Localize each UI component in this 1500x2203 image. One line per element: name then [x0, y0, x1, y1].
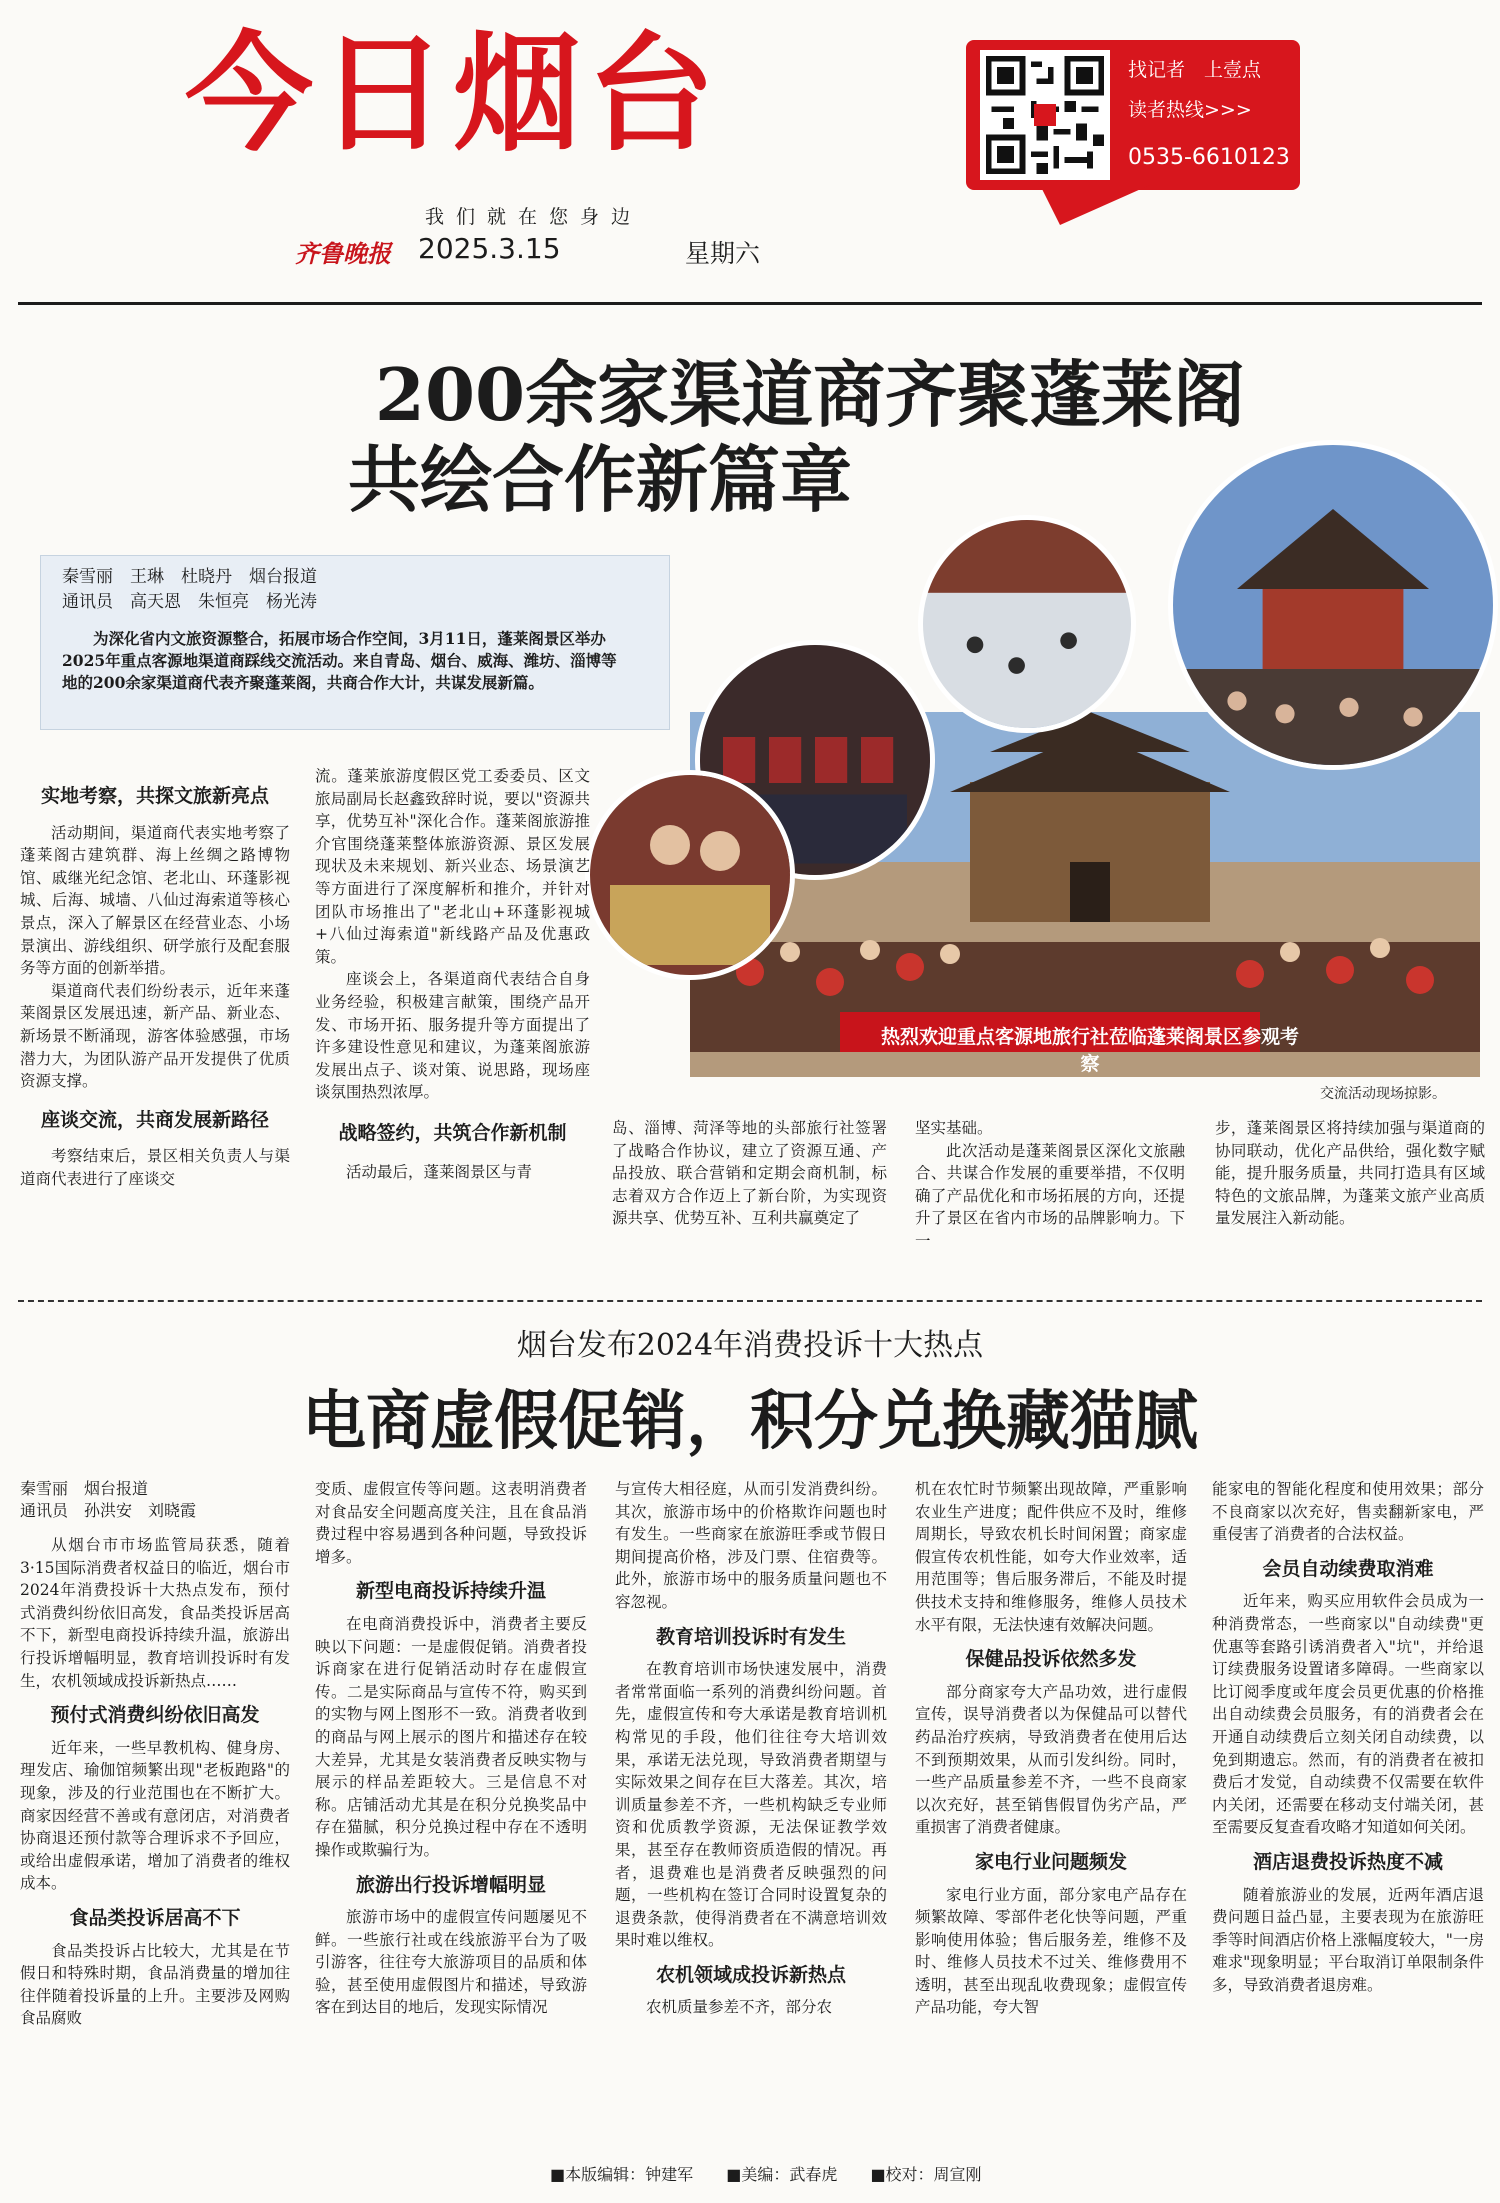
credit-editor: ■本版编辑：钟建军: [550, 2165, 694, 2184]
story2-column-3: [615, 1478, 887, 2019]
story1-headline-line2: 共绘合作新篇章: [347, 437, 852, 522]
paragraph: 此次活动是蓬莱阁景区深化文旅融合、共谋合作发展的重要举措，不仅明确了产品优化和市场拓展的方向，还提升了景区在省内市场的品牌影响力。下一: [915, 1141, 1185, 1250]
paragraph: 随着旅游业的发展，近两年酒店退费问题日益凸显，主要表现为在旅游旺季等时间酒店价格上涨幅度较大，"一房难求"现象明显；平台取消订单限制条件多，导致消费者退房难。: [1212, 1885, 1484, 1994]
paragraph: 活动期间，渠道商代表实地考察了蓬莱阁古建筑群、海上丝绸之路博物馆、戚继光纪念馆、老北山、环蓬影视城、后海、城墙、八仙过海索道等核心景点，深入了解景区在经营业态、小场景演出、游线组织、研学旅行及配套服务等方面的创新举措。: [20, 823, 290, 978]
credit-designer: ■美编：武春虎: [726, 2165, 838, 2184]
paragraph: 家电行业方面，部分家电产品存在频繁故障、零部件老化快等问题，严重影响使用体验；售后服务差，维修不及时、维修人员技术不过关、维修费用不透明，甚至出现乱收费现象；虚假宣传产品功能，夸大智: [915, 1885, 1187, 2017]
story2-byline-reporters: 秦雪丽 烟台报道: [20, 1479, 149, 1498]
story1-lede: 为深化省内文旅资源整合，拓展市场合作空间，3月11日，蓬莱阁景区举办2025年重点客源地渠道商踩线交流活动。来自青岛、烟台、威海、潍坊、淄博等地的200余家渠道商代表齐聚蓬莱阁，共商合作大计，共谋发展新篇。: [62, 629, 617, 692]
promo-line-hotline-label: 读者热线>>>: [1128, 99, 1252, 121]
subheading: 酒店退费投诉热度不减: [1252, 1850, 1443, 1873]
paragraph: 农机质量参差不齐，部分农: [646, 1998, 833, 2017]
subheading: 食品类投诉居高不下: [69, 1906, 241, 1929]
story1-column-1: [20, 785, 290, 1191]
paragraph: 在电商消费投诉中，消费者主要反映以下问题：一是虚假促销。消费者投诉商家在进行促销活动时存在虚假宣传。二是实际商品与宣传不符，购买到的实物与网上图形不一致。消费者收到的商品与网上展示的图片和描述存在较大差异，尤其是女装消费者反映实物与展示的样品差距较大。三是信息不对称。店铺活动尤其是在积分兑换奖品中存在猫腻，积分兑换过程中存在不透明操作或欺骗行为。: [315, 1614, 587, 1859]
masthead-title: 今日烟台: [185, 20, 722, 169]
paragraph: 旅游市场中的虚假宣传问题屡见不鲜。一些旅行社或在线旅游平台为了吸引游客，往往夸大旅游项目的品质和体验，甚至使用虚假图片和描述，导致游客在到达目的地后，发现实际情况: [315, 1908, 587, 2017]
section-divider: [18, 1300, 1482, 1302]
paragraph: 变质、虚假宣传等问题。这表明消费者对食品安全问题高度关注，且在食品消费过程中容易遇到各种问题，导致投诉增多。: [315, 1480, 587, 1566]
paragraph: 步，蓬莱阁景区将持续加强与渠道商的协同联动，优化产品供给，强化数字赋能，提升服务质量，共同打造具有区域特色的文旅品牌，为蓬莱文旅产业高质量发展注入新动能。: [1215, 1119, 1485, 1228]
paragraph: 近年来，一些早教机构、健身房、理发店、瑜伽馆频繁出现"老板跑路"的现象，涉及的行业范围也在不断扩大。商家因经营不善或有意闭店，对消费者协商退还预付款等合理诉求不予回应，或给出虚假承诺，增加了消费者的维权成本。: [20, 1738, 290, 1893]
paragraph: 与宣传大相径庭，从而引发消费纠纷。其次，旅游市场中的价格欺诈问题也时有发生。一些商家在旅游旺季或节假日期间提高价格，涉及门票、住宿费等。此外，旅游市场中的服务质量问题也不容忽视。: [615, 1480, 887, 1611]
paragraph: 活动最后，蓬莱阁景区与青: [346, 1162, 533, 1181]
masthead-slogan: 我们就在您身边: [425, 206, 643, 228]
story1-headline-line1: 200余家渠道商齐聚蓬莱阁: [374, 352, 1246, 437]
story2-column-4: [915, 1478, 1187, 2019]
subheading: 农机领域成投诉新热点: [655, 1963, 846, 1986]
welcome-banner: 热烈欢迎重点客源地旅行社莅临蓬莱阁景区参观考察: [880, 1026, 1299, 1075]
issue-weekday: 星期六: [685, 239, 761, 268]
paragraph: 从烟台市市场监管局获悉，随着3·15国际消费者权益日的临近，烟台市2024年消费投诉十大热点发布，预付式消费纠纷依旧高发，食品类投诉居高不下，新型电商投诉持续升温，旅游出行投诉增幅明显，教育培训投诉时有发生，农机领域成投诉新热点……: [20, 1536, 290, 1690]
snow-square-photo: [918, 515, 1136, 733]
story2-column-1: [20, 1478, 290, 2030]
credit-proofreader: ■校对：周宣刚: [870, 2165, 982, 2184]
paragraph: 考察结束后，景区相关负责人与渠道商代表进行了座谈交: [20, 1147, 290, 1188]
story2-column-2: [315, 1478, 587, 2019]
qr-code-icon[interactable]: [980, 50, 1110, 180]
issue-date: 2025.3.15: [418, 232, 561, 265]
subheading: 战略签约，共筑合作新机制: [338, 1121, 567, 1144]
subheading: 预付式消费纠纷依旧高发: [50, 1704, 260, 1727]
story2-column-5: [1212, 1478, 1484, 1996]
paragraph: 流。蓬莱旅游度假区党工委委员、区文旅局副局长赵鑫致辞时说，要以"资源共享，优势互补"深化合作。蓬莱阁旅游推介官围绕蓬莱整体旅游资源、景区发展现状及未来规划、新兴业态、场景演艺等方面进行了深度解析和推介，并针对团队市场推出了"老北山+环蓬影视城+八仙过海索道"新线路产品及优惠政策。: [315, 767, 590, 966]
photo-caption: 交流活动现场掠影。: [1320, 1086, 1446, 1102]
promo-phone-number[interactable]: 0535-6610123: [1128, 145, 1290, 170]
story2-byline-correspondents: 通讯员 孙洪安 刘晓霞: [20, 1501, 197, 1520]
subheading: 教育培训投诉时有发生: [655, 1625, 846, 1648]
subheading: 旅游出行投诉增幅明显: [355, 1873, 546, 1896]
story2-kicker: 烟台发布2024年消费投诉十大热点: [516, 1328, 984, 1363]
paragraph: 食品类投诉占比较大，尤其是在节假日和特殊时期，食品消费量的增加往往伴随着投诉量的上升。主要涉及网购食品腐败: [20, 1941, 290, 2028]
story1-byline-correspondents: 通讯员 高天恩 朱恒亮 杨光涛: [62, 592, 317, 612]
story1-column-3: [612, 1117, 887, 1230]
paragraph: 渠道商代表们纷纷表示，近年来蓬莱阁景区发展迅速，新产品、新业态、新场景不断涌现，游客体验感强，市场潜力大，为团队游产品开发提供了优质资源支撑。: [20, 981, 290, 1091]
paragraph: 机在农忙时节频繁出现故障，严重影响农业生产进度；配件供应不及时，维修周期长，导致农机长时间闲置；商家虚假宣传农机性能，如夸大作业效率，适用范围等；售后服务滞后，不能及时提供技术支持和维修服务，维修人员技术水平有限，无法快速有效解决问题。: [915, 1480, 1187, 1634]
speech-bubble-tail: [1040, 185, 1150, 225]
subheading: 保健品投诉依然多发: [965, 1648, 1137, 1671]
story1-column-2: [315, 765, 590, 1183]
subheading: 家电行业问题频发: [974, 1850, 1127, 1873]
pavilion-photo: [1168, 440, 1498, 770]
subheading: 实地考察，共探文旅新亮点: [40, 785, 269, 807]
paragraph: 坚实基础。: [915, 1119, 993, 1137]
promo-line-find-reporter: 找记者 上壹点: [1128, 59, 1262, 81]
paragraph: 在教育培训市场快速发展中，消费者常常面临一系列的消费纠纷问题。首先，虚假宣传和夸大承诺是教育培训机构常见的手段，他们往往夸大培训效果，承诺无法兑现，导致消费者期望与实际效果之间存在巨大落差。其次，培训质量参差不齐，一些机构缺乏专业师资和优质教学资源，无法保证教学效果，甚至存在教师资质造假的情况。再者，退费难也是消费者反映强烈的问题，一些机构在签订合同时设置复杂的退费条款，使得消费者在不满意培训效果时难以维权。: [615, 1660, 887, 1950]
paragraph: 能家电的智能化程度和使用效果；部分不良商家以次充好，售卖翻新家电，严重侵害了消费者的合法权益。: [1212, 1480, 1484, 1544]
paragraph: 座谈会上，各渠道商代表结合自身业务经验，积极建言献策，围绕产品开发、市场开拓、服务提升等方面提出了许多建设性意见和建议，为蓬莱阁旅游发展出点子、谈对策、说思路，现场座谈氛围热烈浓厚。: [315, 970, 590, 1102]
story1-column-5: [1215, 1117, 1485, 1230]
subheading: 会员自动续费取消难: [1262, 1557, 1434, 1580]
paragraph: 部分商家夸大产品功效，进行虚假宣传，误导消费者以为保健品可以替代药品治疗疾病，导致消费者在使用后达不到预期效果，从而引发纠纷。同时，一些产品质量参差不齐，一些不良商家以次充好，甚至销售假冒伪劣产品，严重损害了消费者健康。: [915, 1682, 1187, 1837]
paragraph: 近年来，购买应用软件会员成为一种消费常态，一些商家以"自动续费"更优惠等套路引诱消费者入"坑"，并给退订续费服务设置诸多障碍。一些商家以比订阅季度或年度会员更优惠的价格推出自动续费会员服务，有的消费者会在开通自动续费后立刻关闭自动续费，以免到期遗忘。然而，有的消费者在被扣费后才发觉，自动续费不仅需要在软件内关闭，还需要在移动支付端关闭，甚至需要反复查看攻略才知道如何关闭。: [1212, 1592, 1484, 1837]
page-credits: [550, 2162, 1010, 2185]
masthead-divider: [18, 302, 1482, 305]
story1-column-4: [915, 1117, 1185, 1253]
paper-name: 齐鲁晚报: [295, 239, 391, 268]
story1-byline-reporters: 秦雪丽 王琳 杜晓丹 烟台报道: [62, 567, 317, 587]
paragraph: 岛、淄博、菏泽等地的头部旅行社签署了战略合作协议，建立了资源互通、产品投放、联合营销和定期会商机制，标志着双方合作迈上了新台阶，为实现资源共享、优势互补、互利共赢奠定了: [612, 1119, 887, 1228]
story2-headline: 电商虚假促销，积分兑换藏猫腻: [302, 1384, 1198, 1459]
souvenir-booth-photo: [585, 770, 795, 980]
subheading: 座谈交流，共商发展新路径: [40, 1108, 269, 1131]
subheading: 新型电商投诉持续升温: [355, 1580, 546, 1603]
